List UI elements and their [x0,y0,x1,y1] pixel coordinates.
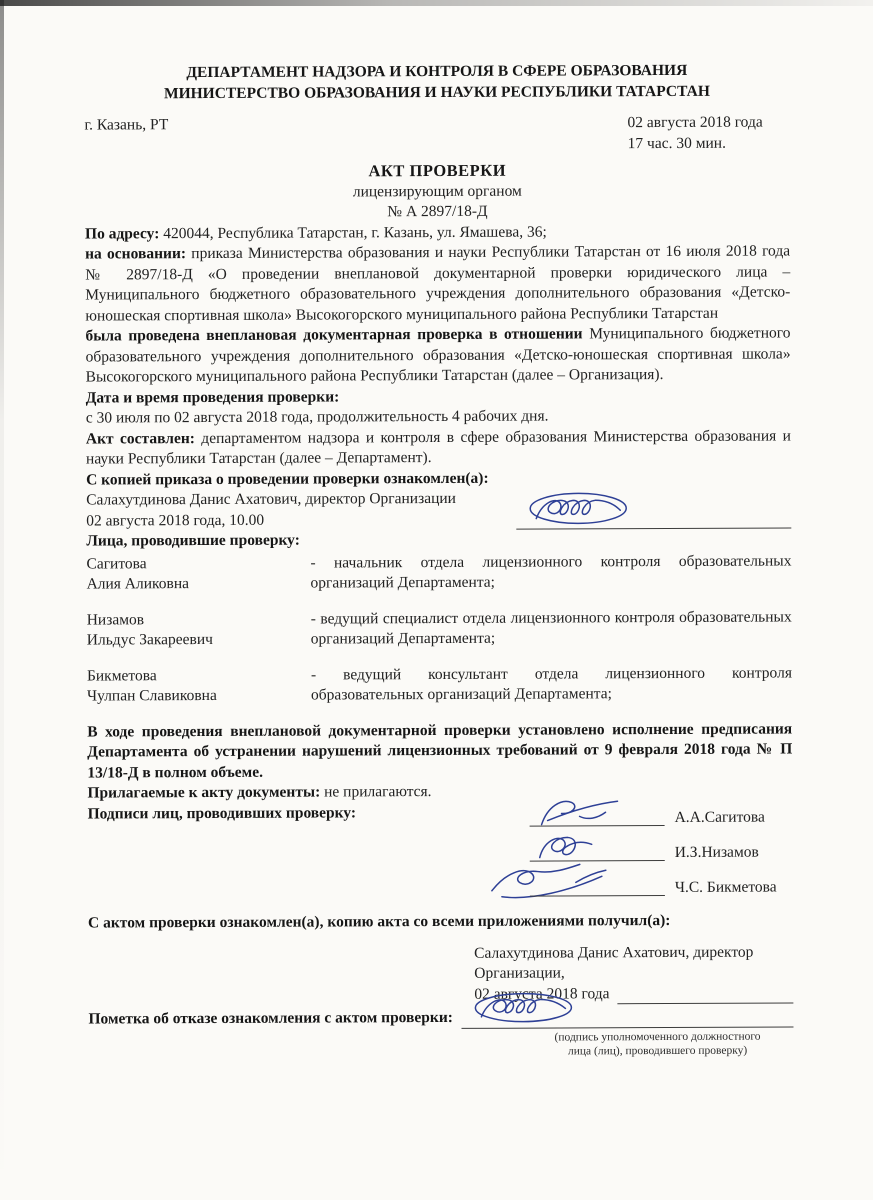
copy-date: 02 августа 2018 года, 10.00 [86,511,265,530]
inspector-firstname: Алия Аликовна [86,575,190,593]
signature-line [461,1010,794,1028]
attachments-text: не прилагаются. [324,783,432,801]
inspector-position: - начальник отдела лицензионного контроля образовательных организаций Департамента; [310,551,792,592]
acknowledgment-org: Организации, [474,964,565,982]
signer-name: И.З.Низамов [674,843,759,861]
inspector-surname: Сагитова [86,554,147,573]
document-date: 02 августа 2018 года [627,113,763,132]
copy-label: С копией приказа о проведении проверки ознакомлен(а): [86,469,489,489]
meta-date-block [627,112,789,154]
inspector-position: - ведущий специалист отдела лицензионного контроля образовательных организаций Департамента; [310,607,792,648]
document-header [84,60,789,104]
inspector-name [87,665,311,707]
caption-line1: (подпись уполномоченного должностного [554,1030,761,1043]
title-subtitle-2: № А 2897/18-Д [387,202,488,221]
refusal-colon: : [447,1008,453,1026]
signature-image [469,984,581,1030]
refusal-row [88,1006,793,1030]
copy-sign-row [86,508,791,532]
refusal-label: Пометка об отказе ознакомления с актом проверки [88,1008,448,1028]
paragraph-act [86,426,791,470]
inspector-row [87,663,792,707]
copy-person: Салахутдинова Данис Ахатович, директор Организации [86,489,456,509]
signature-line [618,986,794,1004]
act-text: департаментом надзора и контроля в сфере образования Министерства образования и науки Республики Татарстан (далее – Департамент). [85,426,791,468]
inspectors-label: Лица, проводившие проверку: [86,531,300,550]
inspector-row [86,551,791,595]
signature-area [530,808,665,829]
basis-label: на основании: [85,245,187,263]
signatures-heading: Подписи лиц, проводивших проверку: [87,803,357,823]
title-block [85,159,790,224]
datetime-label: Дата и время проведения проверки: [85,387,340,407]
city-label: г. Казань, РТ [84,116,169,134]
address-label: По адресу: [84,224,160,243]
signer-name: А.А.Сагитова [674,808,765,826]
signature-row [88,840,793,865]
inspector-row [87,607,792,651]
document-time: 17 час. 30 мин. [627,134,726,152]
signature-area [530,878,665,899]
signature-row [88,875,793,900]
scan-edge-top [0,0,873,6]
inspectors-list [86,551,792,707]
signature-image [484,858,642,905]
conducted-label: была проведена внеплановая документарная проверка в отношении [85,325,583,345]
address-text: 420044, Республика Татарстан, г. Казань, ул. Ямашева, 36; [163,223,547,242]
inspector-firstname: Ильдус Закареевич [86,630,213,649]
basis-text: приказа Министерства образования и науки Республики Татарстан от 16 июля 2018 года № 2897/18-Д «О проведении внеплановой документарной проверки юридического лица – Муниципального бюджетного образовательного учреждения дополнительного образования «Детско-юношеская спортивная школа» Высокогорского муниципального района Республики Татарстан [85,242,791,325]
header-line2: МИНИСТЕРСТВО ОБРАЗОВАНИЯ И НАУКИ РЕСПУБЛИКИ ТАТАРСТАН [163,82,710,102]
inspector-name [87,609,311,651]
signature-caption [516,1029,798,1058]
meta-row [85,112,790,156]
conclusion-paragraph: В ходе проведения внеплановой документарной проверки установлено исполнение предписания Департамента об устранении нарушений лицензионных требований от 9 февраля 2018 года № П 13/18-Д в полном объеме. [87,719,793,782]
inspector-name [86,553,310,595]
signature-image [524,484,636,532]
acknowledgment-person: Салахутдинова Данис Ахатович, директор [474,943,754,962]
signer-name: Ч.С. Бикметова [674,878,777,896]
inspector-surname: Низамов [86,610,145,629]
acknowledgment-date: 02 августа 2018 года [474,984,610,1003]
caption-line2: лица (лиц), проводившего проверку) [567,1044,748,1057]
paragraph-conducted [85,323,790,388]
scan-edge-left [0,0,4,1200]
acknowledgment-heading: С актом проверки ознакомлен(а), копию акта со всеми приложениями получил(а): [87,911,671,932]
inspector-firstname: Чулпан Славиковна [86,686,217,705]
signature-line [516,511,791,529]
conducted-text: Муниципального бюджетного образовательного учреждения дополнительного образования «Детско-юношеская спортивная школа» Высокогорского муниципального района Республики Татарстан (далее – Организация). [85,324,791,386]
inspector-position: - ведущий консультант отдела лицензионного контроля образовательных организаций Департамента; [310,663,792,704]
paragraph-basis [85,241,790,326]
act-label: Акт составлен: [85,429,195,448]
inspector-surname: Бикметова [86,666,157,685]
document-title: АКТ ПРОВЕРКИ [368,160,507,181]
title-subtitle-1: лицензирующим органом [352,182,522,200]
header-line1: ДЕПАРТАМЕНТ НАДЗОРА И КОНТРОЛЯ В СФЕРЕ ОБРАЗОВАНИЯ [186,61,688,82]
datetime-text: с 30 июля по 02 августа 2018 года, продолжительность 4 рабочих дня. [85,407,549,427]
attachments-label: Прилагаемые к акту документы: [87,783,321,802]
